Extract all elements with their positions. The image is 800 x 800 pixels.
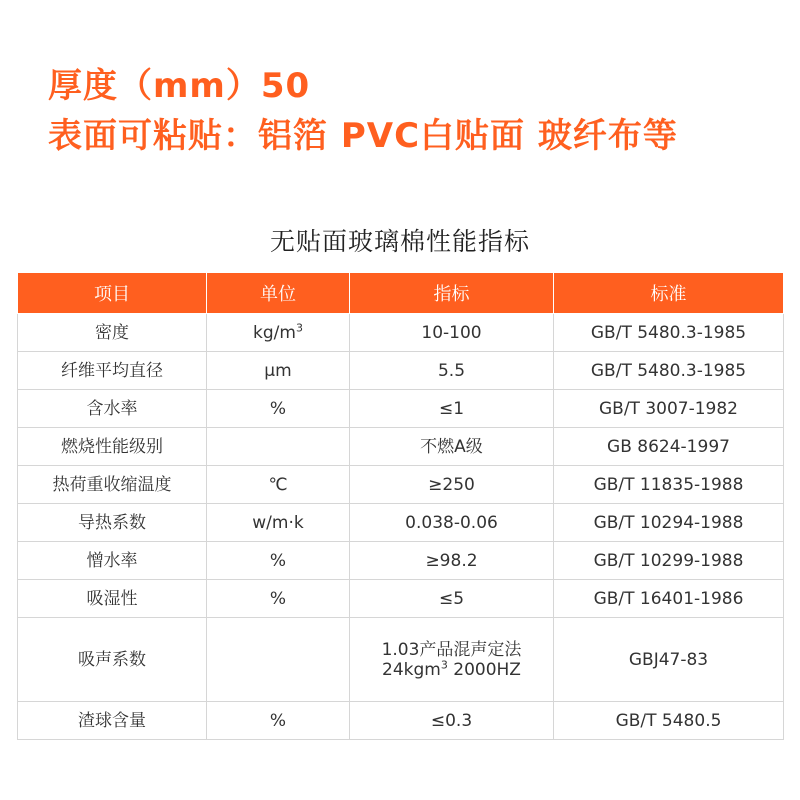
cell-index: ≤0.3	[350, 702, 554, 740]
table-row	[18, 466, 784, 504]
table-row	[18, 428, 784, 466]
cell-item: 密度	[18, 314, 207, 352]
cell-index: ≤1	[350, 390, 554, 428]
column-header-standard: 标准	[554, 273, 784, 314]
cell-item: 憎水率	[18, 542, 207, 580]
cell-item: 纤维平均直径	[18, 352, 207, 390]
index-line-1: 1.03产品混声定法	[381, 639, 522, 660]
table-row	[18, 504, 784, 542]
cell-item: 燃烧性能级别	[18, 428, 207, 466]
cell-unit: %	[207, 702, 350, 740]
table-row	[18, 702, 784, 740]
cell-index: ≤5	[350, 580, 554, 618]
cell-unit: %	[207, 542, 350, 580]
cell-standard: GB 8624-1997	[554, 428, 784, 466]
cell-index: 10-100	[350, 314, 554, 352]
cell-standard: GB/T 3007-1982	[554, 390, 784, 428]
headline-thickness: 厚度（mm）50	[48, 66, 311, 106]
column-header-index: 指标	[350, 273, 554, 314]
cell-standard: GB/T 10294-1988	[554, 504, 784, 542]
cell-standard: GB/T 10299-1988	[554, 542, 784, 580]
cell-item: 渣球含量	[18, 702, 207, 740]
index-line-2-text: 24kgm	[382, 659, 441, 680]
cell-unit	[207, 618, 350, 702]
cell-standard: GB/T 5480.5	[554, 702, 784, 740]
cell-unit	[207, 428, 350, 466]
index-superscript: 3	[440, 657, 448, 671]
cell-standard: GB/T 5480.3-1985	[554, 314, 784, 352]
table-row	[18, 390, 784, 428]
cell-index: ≥98.2	[350, 542, 554, 580]
cell-unit: %	[207, 580, 350, 618]
table-row	[18, 618, 784, 702]
cell-standard: GB/T 5480.3-1985	[554, 352, 784, 390]
table-row	[18, 352, 784, 390]
cell-unit: w/m·k	[207, 504, 350, 542]
cell-standard: GB/T 11835-1988	[554, 466, 784, 504]
unit-superscript: 3	[295, 320, 303, 334]
column-header-item: 项目	[18, 273, 207, 314]
cell-index: ≥250	[350, 466, 554, 504]
cell-index	[350, 618, 554, 702]
cell-index: 不燃A级	[350, 428, 554, 466]
column-header-unit: 单位	[207, 273, 350, 314]
cell-item: 含水率	[18, 390, 207, 428]
cell-unit: %	[207, 390, 350, 428]
table-row	[18, 580, 784, 618]
cell-index: 5.5	[350, 352, 554, 390]
table-row	[18, 314, 784, 352]
cell-item: 吸声系数	[18, 618, 207, 702]
cell-item: 吸湿性	[18, 580, 207, 618]
cell-unit: μm	[207, 352, 350, 390]
index-line-2	[354, 657, 549, 680]
unit-text: kg/m	[253, 322, 296, 343]
cell-index: 0.038-0.06	[350, 504, 554, 542]
table-title: 无贴面玻璃棉性能指标	[269, 227, 530, 256]
index-line-2-rest: 2000HZ	[447, 659, 521, 680]
table-row	[18, 542, 784, 580]
table-header-row	[18, 273, 784, 314]
cell-standard: GBJ47-83	[554, 618, 784, 702]
cell-item: 导热系数	[18, 504, 207, 542]
cell-unit: ℃	[207, 466, 350, 504]
performance-table	[17, 272, 784, 740]
cell-standard: GB/T 16401-1986	[554, 580, 784, 618]
cell-item: 热荷重收缩温度	[18, 466, 207, 504]
headline-surface-options: 表面可粘贴：铝箔 PVC白贴面 玻纤布等	[48, 116, 678, 156]
cell-unit	[207, 314, 350, 352]
